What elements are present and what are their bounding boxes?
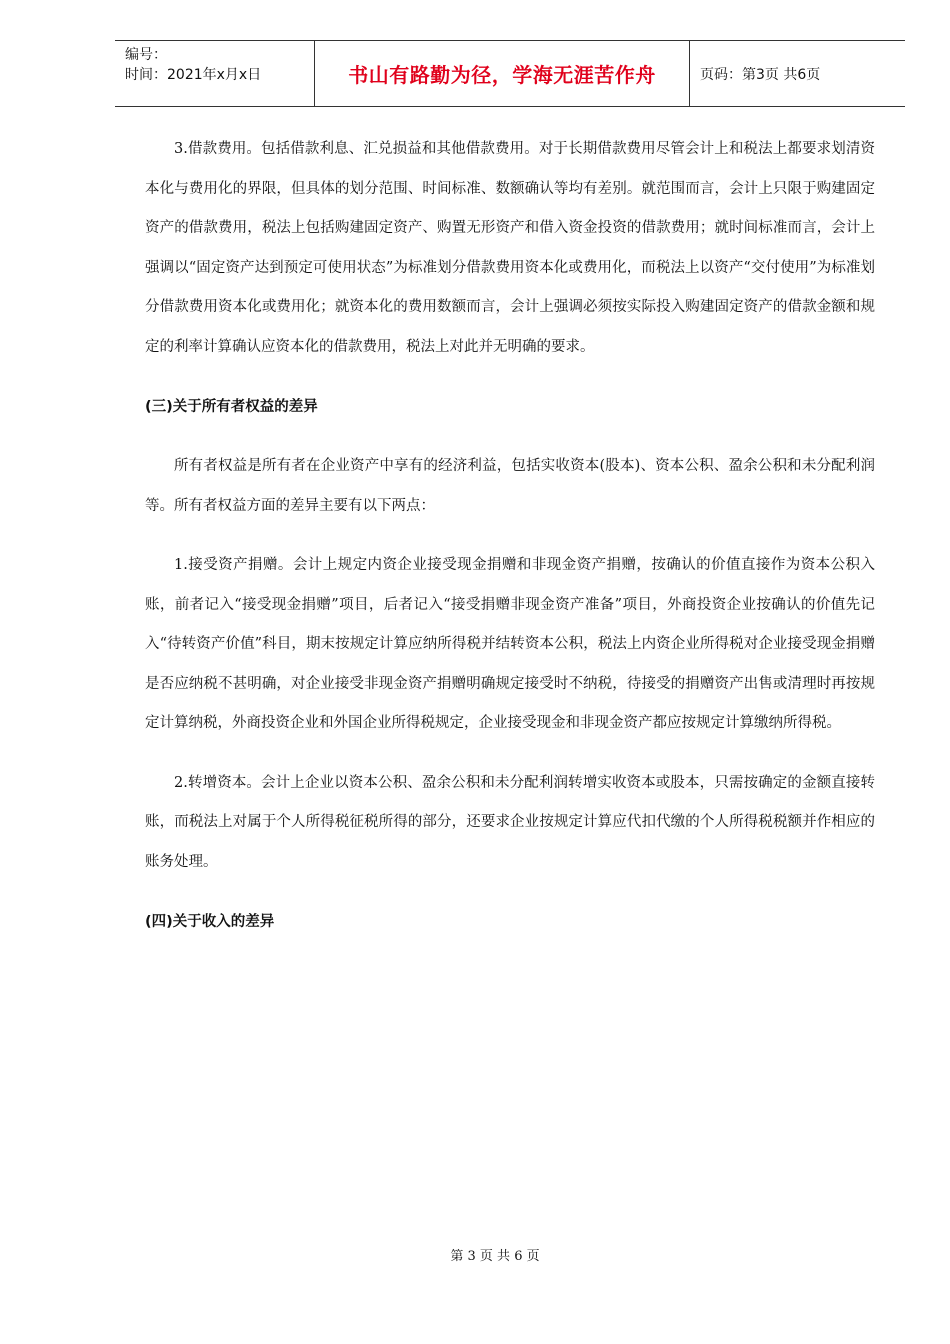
time-label: 时间：2021年x月x日 bbox=[125, 67, 262, 83]
document-body bbox=[145, 130, 875, 962]
page-header bbox=[115, 40, 905, 107]
paragraph-donations: 1.接受资产捐赠。会计上规定内资企业接受现金捐赠和非现金资产捐赠，按确认的价值直接作为资本公积入账，前者记入“接受现金捐赠”项目，后者记入“接受捐赠非现金资产准备”项目，外商投资企业按确认的价值先记入“待转资产价值”科目，期末按规定计算应纳所得税并结转资本公积，税法上内资企业所得税对企业接受现金捐赠是否应纳税不甚明确，对企业接受非现金资产捐赠明确规定接受时不纳税，待接受的捐赠资产出售或清理时再按规定计算纳税，外商投资企业和外国企业所得税规定，企业接受现金和非现金资产都应按规定计算缴纳所得税。 bbox=[145, 557, 875, 731]
paragraph-borrowing-costs: 3.借款费用。包括借款利息、汇兑损益和其他借款费用。对于长期借款费用尽管会计上和税法上都要求划清资本化与费用化的界限，但具体的划分范围、时间标准、数额确认等均有差别。就范围而言，会计上只限于购建固定资产的借款费用，税法上包括购建固定资产、购置无形资产和借入资金投资的借款费用；就时间标准而言，会计上强调以“固定资产达到预定可使用状态”为标准划分借款费用资本化或费用化，而税法上以资产“交付使用”为标准划分借款费用资本化或费用化；就资本化的费用数额而言，会计上强调必须按实际投入购建固定资产的借款金额和规定的利率计算确认应资本化的借款费用，税法上对此并无明确的要求。 bbox=[145, 141, 875, 355]
header-motto: 书山有路勤为径，学海无涯苦作舟 bbox=[315, 41, 690, 106]
paragraph-capital-increase: 2.转增资本。会计上企业以资本公积、盈余公积和未分配利润转增实收资本或股本，只需按确定的金额直接转账，而税法上对属于个人所得税征税所得的部分，还要求企业按规定计算应代扣代缴的个人所得税税额并作相应的账务处理。 bbox=[145, 774, 875, 870]
section-heading-equity: (三)关于所有者权益的差异 bbox=[145, 399, 318, 415]
paragraph-equity-intro: 所有者权益是所有者在企业资产中享有的经济利益，包括实收资本(股本)、资本公积、盈余公积和未分配利润等。所有者权益方面的差异主要有以下两点： bbox=[145, 458, 875, 514]
page-footer: 第 3 页 共 6 页 bbox=[450, 1249, 540, 1264]
number-label: 编号： bbox=[125, 47, 167, 63]
section-heading-revenue: (四)关于收入的差异 bbox=[145, 914, 275, 930]
header-meta bbox=[115, 41, 315, 106]
header-page-info: 页码：第3页 共6页 bbox=[700, 66, 821, 83]
